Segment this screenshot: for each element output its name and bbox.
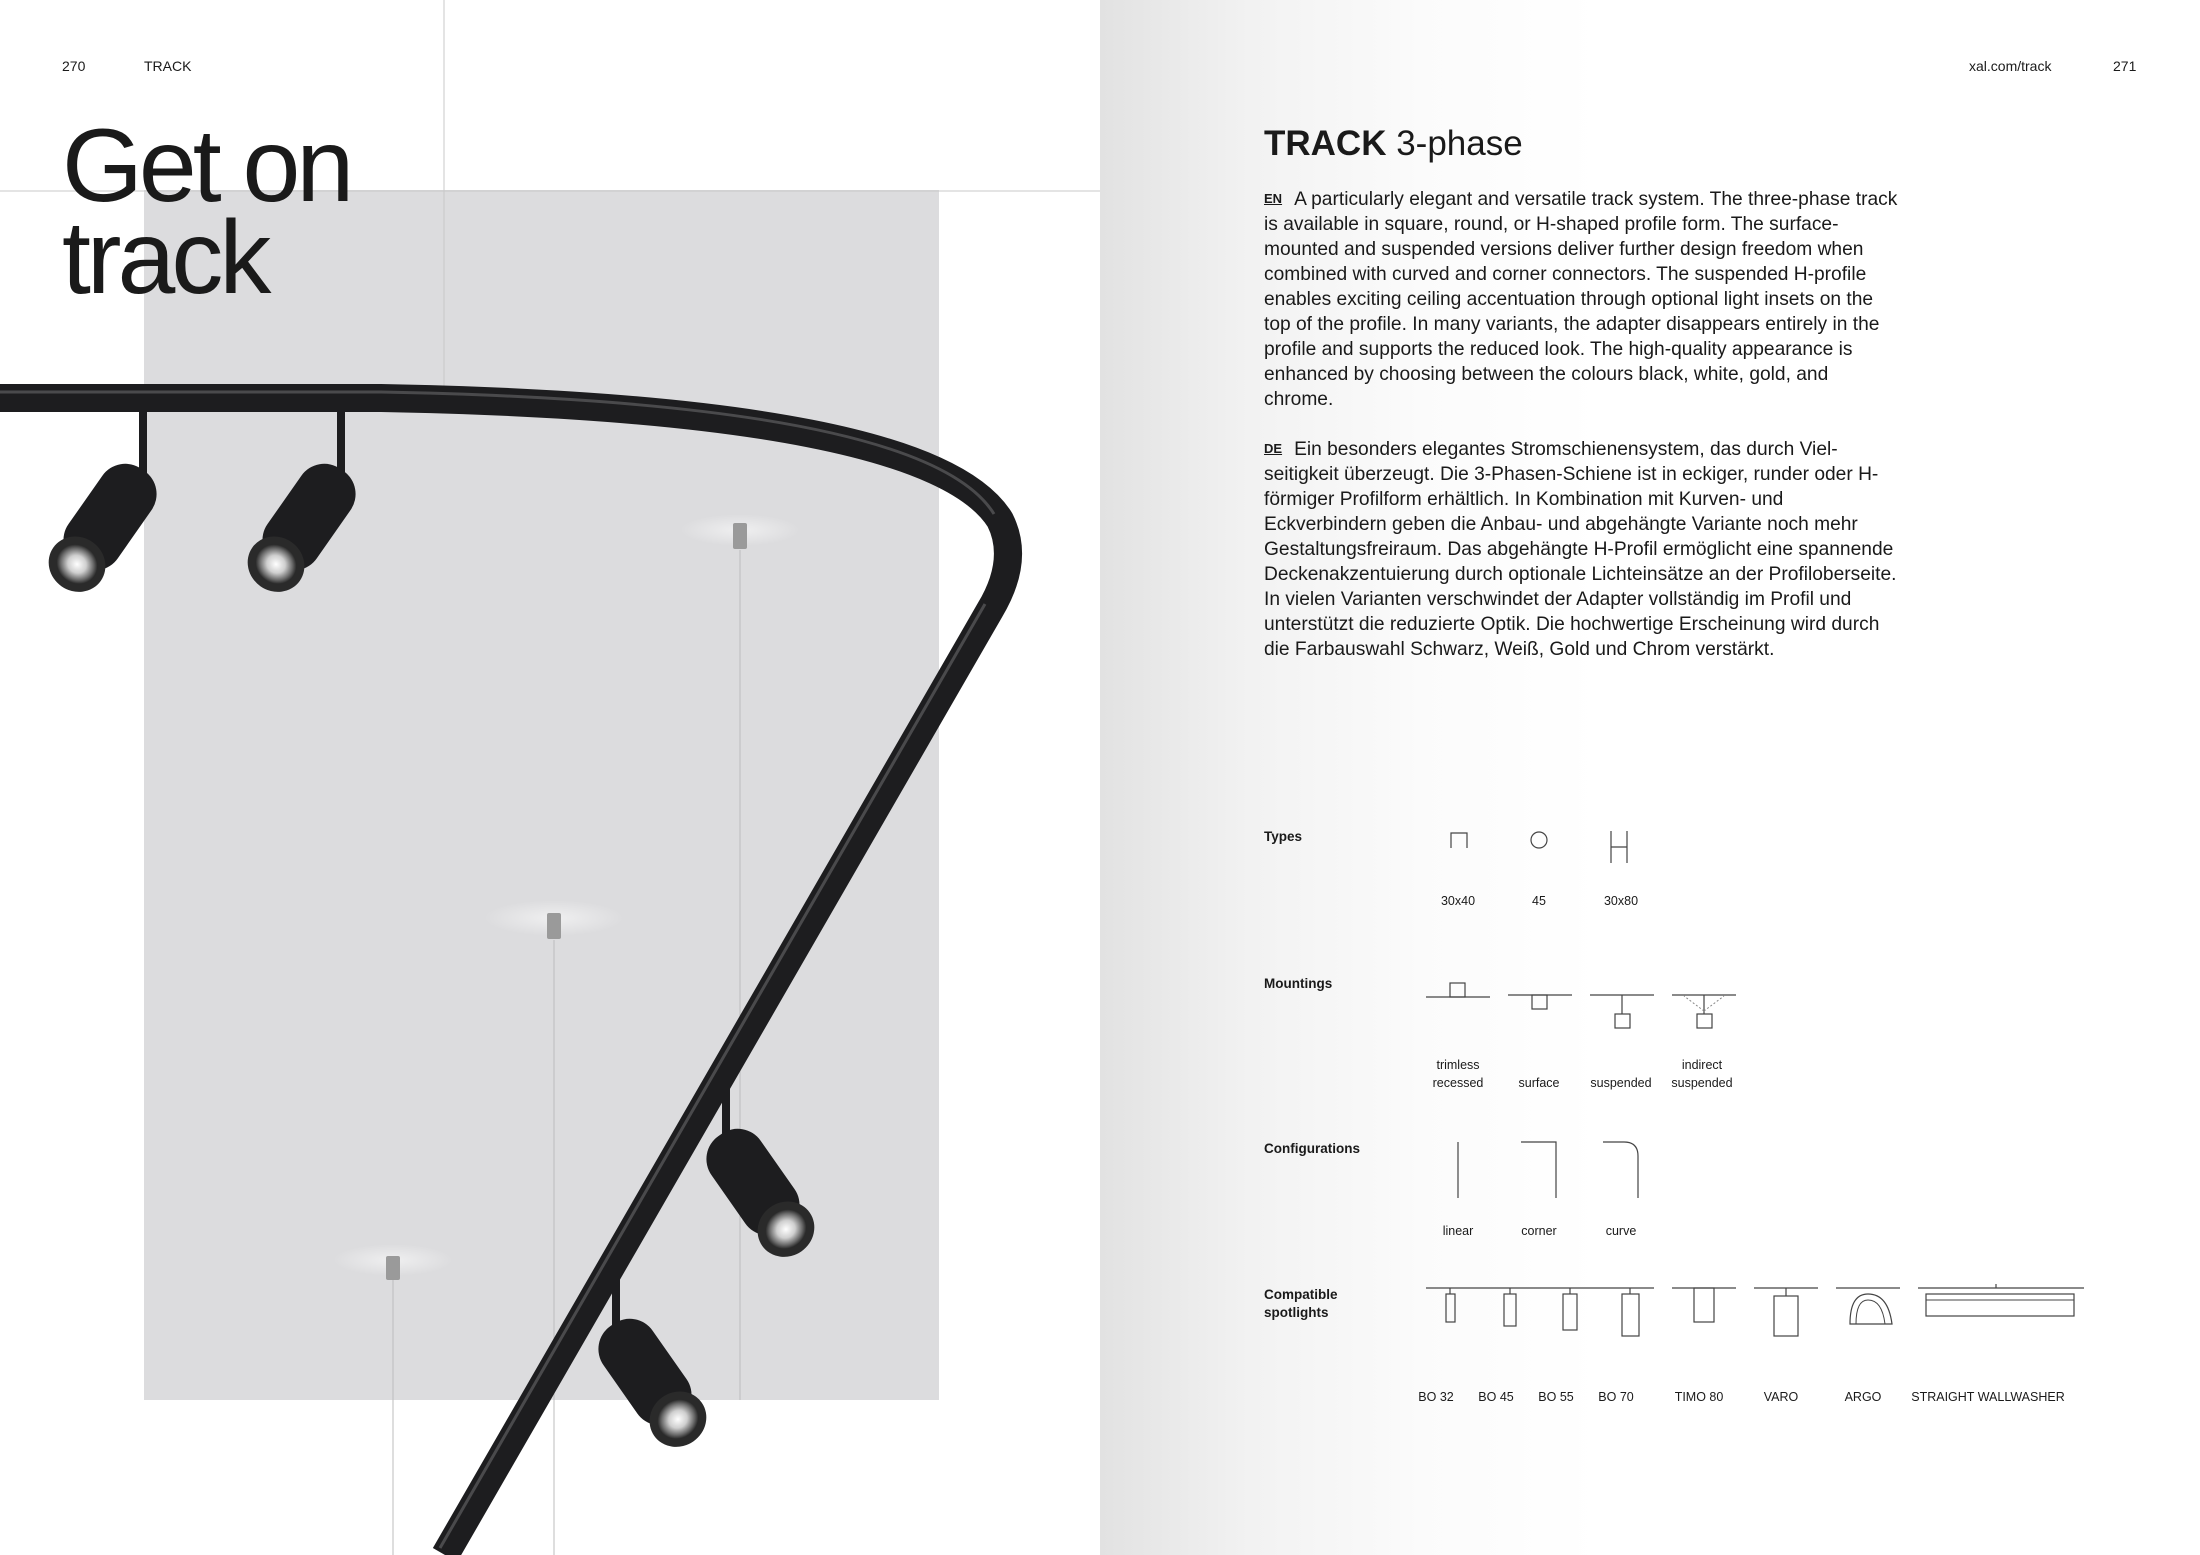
spotlights-label: Compatible spotlights xyxy=(1264,1287,1338,1320)
heading-bold: TRACK xyxy=(1264,124,1387,163)
heading-rest: 3-phase xyxy=(1386,124,1523,163)
page-number-right: 271 xyxy=(2113,58,2137,74)
suspended-icon xyxy=(1615,1014,1630,1028)
english-description xyxy=(1264,186,1899,412)
indirect-suspended-icon xyxy=(1697,1014,1712,1028)
english-text: A particularly elegant and versatile track system. The three-phase track is available in square, round, or H-shaped profile form. The surface-mounted and suspended versions deliver further design freedom when combined with curved and corner connectors. The suspended H-profile enables exciting ceiling accentuation through optional light insets on the top of the profile. In many variants, the adapter disappears entirely in the profile and supports the reduced look. The high-quality appearance is enhanced by choosing between the colours black, white, gold, and chrome. xyxy=(1264,189,1898,410)
configuration-icons xyxy=(1440,1140,1680,1200)
spot-caption-8: STRAIGHT WALLWASHER xyxy=(1911,1390,2065,1404)
round-profile-icon xyxy=(1531,832,1547,848)
timo80-icon xyxy=(1694,1288,1714,1322)
mounting-caption-2: surface xyxy=(1518,1076,1560,1090)
title-line-2: track xyxy=(62,200,268,316)
bo55-icon xyxy=(1563,1294,1577,1330)
mountings-label: Mountings xyxy=(1264,976,1333,991)
spot-caption-6: VARO xyxy=(1763,1390,1799,1404)
language-tag-de: DE xyxy=(1264,441,1283,456)
section-label: TRACK xyxy=(144,58,192,74)
right-page xyxy=(1100,0,2200,1555)
spot-caption-4: BO 70 xyxy=(1598,1390,1634,1404)
types-label: Types xyxy=(1264,829,1303,844)
profile-types-icons xyxy=(1444,828,1684,868)
german-description xyxy=(1264,436,1899,662)
type-caption-1: 30x40 xyxy=(1440,894,1476,908)
mounting-icons xyxy=(1426,975,1756,1037)
spot-caption-5: TIMO 80 xyxy=(1674,1390,1724,1404)
varo-icon xyxy=(1774,1296,1798,1336)
curve-icon xyxy=(1603,1142,1638,1198)
title-line-1: Get on xyxy=(62,108,351,224)
spot-caption-7: ARGO xyxy=(1844,1390,1882,1404)
spot-caption-1: BO 32 xyxy=(1418,1390,1454,1404)
mounting-caption-3: suspended xyxy=(1590,1076,1652,1090)
spotlight-icons xyxy=(1426,1282,2086,1338)
page-title xyxy=(62,108,351,316)
config-caption-2: corner xyxy=(1521,1224,1557,1238)
page-number-left: 270 xyxy=(62,58,86,74)
straight-wallwasher-icon xyxy=(1926,1294,2074,1316)
bo70-icon xyxy=(1622,1294,1639,1336)
spot-caption-3: BO 55 xyxy=(1538,1390,1574,1404)
section-heading xyxy=(1264,124,1523,164)
bo45-icon xyxy=(1504,1294,1516,1326)
corner-icon xyxy=(1521,1142,1556,1198)
type-caption-3: 30x80 xyxy=(1603,894,1639,908)
website-url: xal.com/track xyxy=(1969,58,2052,74)
h-profile-icon xyxy=(1611,831,1627,863)
bo32-icon xyxy=(1446,1294,1455,1322)
german-text: Ein besonders elegantes Stromschienensystem, das durch Vielseitigkeit überzeugt. Die 3-Phasen-Schiene ist in eckiger, runder oder H-förmiger Profilform erhältlich. In Kombination mit Kurven- und Eckverbindern geben die Anbau- und abgehängte Variante noch mehr Gestaltungsfreiraum. Das abgehängte H-Profil ermöglicht eine spannende Deckenakzentuierung durch optionale Lichteinsätze an der Profiloberseite. In vielen Varianten verschwindet der Adapter vollständig im Profil und unterstützt die reduzierte Optik. Die hochwertige Erscheinung wird durch die Farbauswahl Schwarz, Weiß, Gold und Chrom verstärkt. xyxy=(1264,439,1897,660)
trimless-recessed-icon xyxy=(1450,983,1465,997)
spot-caption-2: BO 45 xyxy=(1478,1390,1514,1404)
configurations-label: Configurations xyxy=(1264,1141,1360,1156)
mounting-caption-4: indirect suspended xyxy=(1671,1058,1733,1090)
config-caption-3: curve xyxy=(1605,1224,1637,1238)
square-profile-icon xyxy=(1451,833,1467,848)
mounting-caption-1: trimless recessed xyxy=(1432,1058,1484,1090)
type-caption-2: 45 xyxy=(1532,894,1546,908)
language-tag-en: EN xyxy=(1264,191,1283,206)
surface-icon xyxy=(1532,995,1547,1009)
config-caption-1: linear xyxy=(1442,1224,1474,1238)
